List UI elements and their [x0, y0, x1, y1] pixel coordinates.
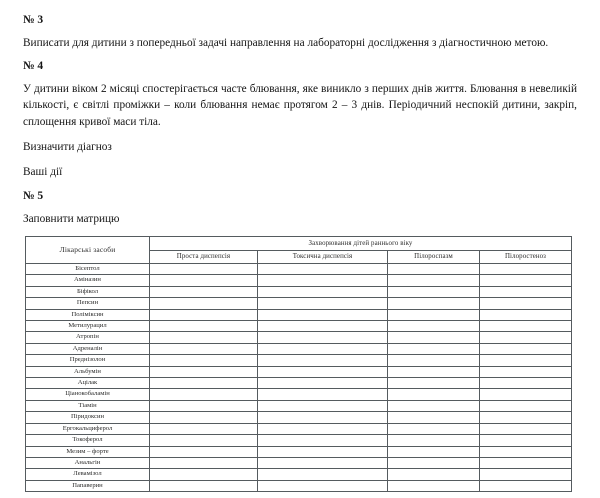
matrix-cell[interactable] — [388, 435, 480, 446]
matrix-cell[interactable] — [480, 423, 572, 434]
matrix-cell[interactable] — [480, 332, 572, 343]
matrix-row-label: Аміназин — [26, 275, 150, 286]
matrix-cell[interactable] — [258, 412, 388, 423]
matrix-row — [26, 332, 572, 343]
matrix-group-header-row — [26, 237, 572, 251]
matrix-table-wrapper — [23, 236, 577, 492]
matrix-cell[interactable] — [258, 400, 388, 411]
matrix-cell[interactable] — [388, 412, 480, 423]
matrix-row-label: Преднізолон — [26, 355, 150, 366]
matrix-row-label: Ергокальциферол — [26, 423, 150, 434]
matrix-row-label: Атропін — [26, 332, 150, 343]
matrix-cell[interactable] — [258, 332, 388, 343]
matrix-cell[interactable] — [150, 389, 258, 400]
matrix-cell[interactable] — [150, 469, 258, 480]
matrix-cell[interactable] — [258, 435, 388, 446]
question-4-number: № 4 — [23, 60, 44, 73]
matrix-row — [26, 400, 572, 411]
matrix-cell[interactable] — [388, 378, 480, 389]
matrix-cell[interactable] — [258, 275, 388, 286]
matrix-row-header-label: Лікарські засоби — [26, 237, 150, 264]
matrix-cell[interactable] — [388, 286, 480, 297]
matrix-row — [26, 321, 572, 332]
matrix-cell[interactable] — [388, 457, 480, 468]
matrix-cell[interactable] — [258, 309, 388, 320]
matrix-column-header-prosta-dyspepsiia: Проста диспепсія — [150, 251, 258, 264]
matrix-row — [26, 469, 572, 480]
matrix-cell[interactable] — [388, 469, 480, 480]
matrix-cell[interactable] — [480, 321, 572, 332]
matrix-cell[interactable] — [480, 298, 572, 309]
matrix-cell[interactable] — [480, 378, 572, 389]
matrix-cell[interactable] — [388, 321, 480, 332]
matrix-cell[interactable] — [258, 355, 388, 366]
matrix-row — [26, 480, 572, 491]
matrix-row-label: Адреналін — [26, 343, 150, 354]
matrix-cell[interactable] — [258, 480, 388, 491]
matrix-row — [26, 286, 572, 297]
question-5-number: № 5 — [23, 189, 44, 202]
matrix-cell[interactable] — [258, 389, 388, 400]
matrix-column-header-toksychna-dyspepsiia: Токсична диспепсія — [258, 251, 388, 264]
matrix-row-label: Ціанокобаламін — [26, 389, 150, 400]
matrix-cell[interactable] — [480, 435, 572, 446]
matrix-cell[interactable] — [388, 389, 480, 400]
matrix-cell[interactable] — [480, 343, 572, 354]
matrix-cell[interactable] — [480, 264, 572, 275]
matrix-cell[interactable] — [258, 469, 388, 480]
matrix-cell[interactable] — [480, 389, 572, 400]
matrix-row — [26, 457, 572, 468]
matrix-cell[interactable] — [150, 378, 258, 389]
matrix-row — [26, 389, 572, 400]
question-5-text: Заповнити матрицю — [23, 212, 120, 225]
matrix-cell[interactable] — [258, 423, 388, 434]
matrix-cell[interactable] — [150, 480, 258, 491]
matrix-row — [26, 298, 572, 309]
matrix-cell[interactable] — [480, 412, 572, 423]
matrix-row-label: Мезим – форте — [26, 446, 150, 457]
matrix-cell[interactable] — [480, 355, 572, 366]
matrix-row-label: Метилурацил — [26, 321, 150, 332]
matrix-cell[interactable] — [150, 423, 258, 434]
matrix-cell[interactable] — [480, 469, 572, 480]
matrix-cell[interactable] — [258, 366, 388, 377]
matrix-row-label: Анальгін — [26, 457, 150, 468]
matrix-row-label: Левамізол — [26, 469, 150, 480]
matrix-row — [26, 309, 572, 320]
matrix-cell[interactable] — [150, 355, 258, 366]
matrix-table — [25, 236, 572, 492]
matrix-table-head — [26, 237, 572, 264]
matrix-cell[interactable] — [388, 446, 480, 457]
question-4-text: У дитини віком 2 місяці спостерігається часте блювання, яке виникло з перших днів життя. Блювання в невеликій кількості, є світлі проміжки – коли блювання немає протягом 2 – 3 днів. Періодичний неспокій дитини, закріп, сплощення кривої маси тіла. — [23, 82, 577, 128]
matrix-cell[interactable] — [388, 400, 480, 411]
matrix-cell[interactable] — [150, 332, 258, 343]
matrix-cell[interactable] — [150, 275, 258, 286]
matrix-row — [26, 378, 572, 389]
matrix-cell[interactable] — [480, 400, 572, 411]
matrix-row-label: Ацілак — [26, 378, 150, 389]
matrix-row — [26, 264, 572, 275]
matrix-row — [26, 355, 572, 366]
matrix-cell[interactable] — [150, 412, 258, 423]
matrix-cell[interactable] — [258, 457, 388, 468]
matrix-cell[interactable] — [480, 457, 572, 468]
matrix-cell[interactable] — [150, 343, 258, 354]
matrix-row — [26, 343, 572, 354]
question-4-prompt-actions: Ваші дії — [23, 166, 63, 179]
matrix-row-label: Пепсин — [26, 298, 150, 309]
question-3-number: № 3 — [23, 14, 44, 26]
matrix-row — [26, 446, 572, 457]
matrix-cell[interactable] — [388, 298, 480, 309]
question-3-text: Виписати для дитини з попередньої задачі направлення на лабораторні дослідження з діагностичною метою. — [23, 36, 549, 49]
matrix-cell[interactable] — [388, 275, 480, 286]
matrix-cell[interactable] — [480, 480, 572, 491]
matrix-row-label: Бісептол — [26, 264, 150, 275]
matrix-row-label: Піридоксин — [26, 412, 150, 423]
matrix-cell[interactable] — [258, 321, 388, 332]
matrix-row-label: Токоферол — [26, 435, 150, 446]
matrix-cell[interactable] — [150, 400, 258, 411]
matrix-cell[interactable] — [150, 321, 258, 332]
matrix-row — [26, 412, 572, 423]
matrix-cell[interactable] — [480, 309, 572, 320]
matrix-cell[interactable] — [480, 275, 572, 286]
matrix-cell[interactable] — [388, 332, 480, 343]
matrix-row-label: Тіамін — [26, 400, 150, 411]
matrix-cell[interactable] — [258, 343, 388, 354]
matrix-row-label: Поліміксин — [26, 309, 150, 320]
matrix-cell[interactable] — [258, 264, 388, 275]
matrix-cell[interactable] — [388, 423, 480, 434]
matrix-group-header: Захворювання дітей раннього віку — [150, 237, 572, 251]
matrix-row — [26, 435, 572, 446]
matrix-cell[interactable] — [150, 366, 258, 377]
matrix-column-header-pilorospazm: Пілороспазм — [388, 251, 480, 264]
matrix-cell[interactable] — [388, 343, 480, 354]
matrix-cell[interactable] — [150, 298, 258, 309]
matrix-cell[interactable] — [150, 435, 258, 446]
matrix-cell[interactable] — [150, 264, 258, 275]
matrix-cell[interactable] — [388, 264, 480, 275]
matrix-table-body — [26, 264, 572, 492]
matrix-cell[interactable] — [258, 286, 388, 297]
matrix-row — [26, 275, 572, 286]
matrix-row-label: Альбумін — [26, 366, 150, 377]
matrix-cell[interactable] — [150, 457, 258, 468]
matrix-row-label: Папаверин — [26, 480, 150, 491]
matrix-cell[interactable] — [150, 446, 258, 457]
matrix-cell[interactable] — [480, 286, 572, 297]
matrix-cell[interactable] — [150, 286, 258, 297]
matrix-row-label: Біфікол — [26, 286, 150, 297]
matrix-cell[interactable] — [258, 446, 388, 457]
matrix-column-header-pilorostenoz: Пілоростеноз — [480, 251, 572, 264]
matrix-cell[interactable] — [388, 355, 480, 366]
matrix-cell[interactable] — [480, 366, 572, 377]
matrix-cell[interactable] — [150, 309, 258, 320]
matrix-cell[interactable] — [480, 446, 572, 457]
question-4-prompt-diagnosis: Визначити діагноз — [23, 141, 112, 154]
matrix-cell[interactable] — [258, 378, 388, 389]
matrix-row — [26, 366, 572, 377]
matrix-cell[interactable] — [388, 366, 480, 377]
matrix-cell[interactable] — [388, 480, 480, 491]
matrix-cell[interactable] — [258, 298, 388, 309]
matrix-row — [26, 423, 572, 434]
matrix-cell[interactable] — [388, 309, 480, 320]
